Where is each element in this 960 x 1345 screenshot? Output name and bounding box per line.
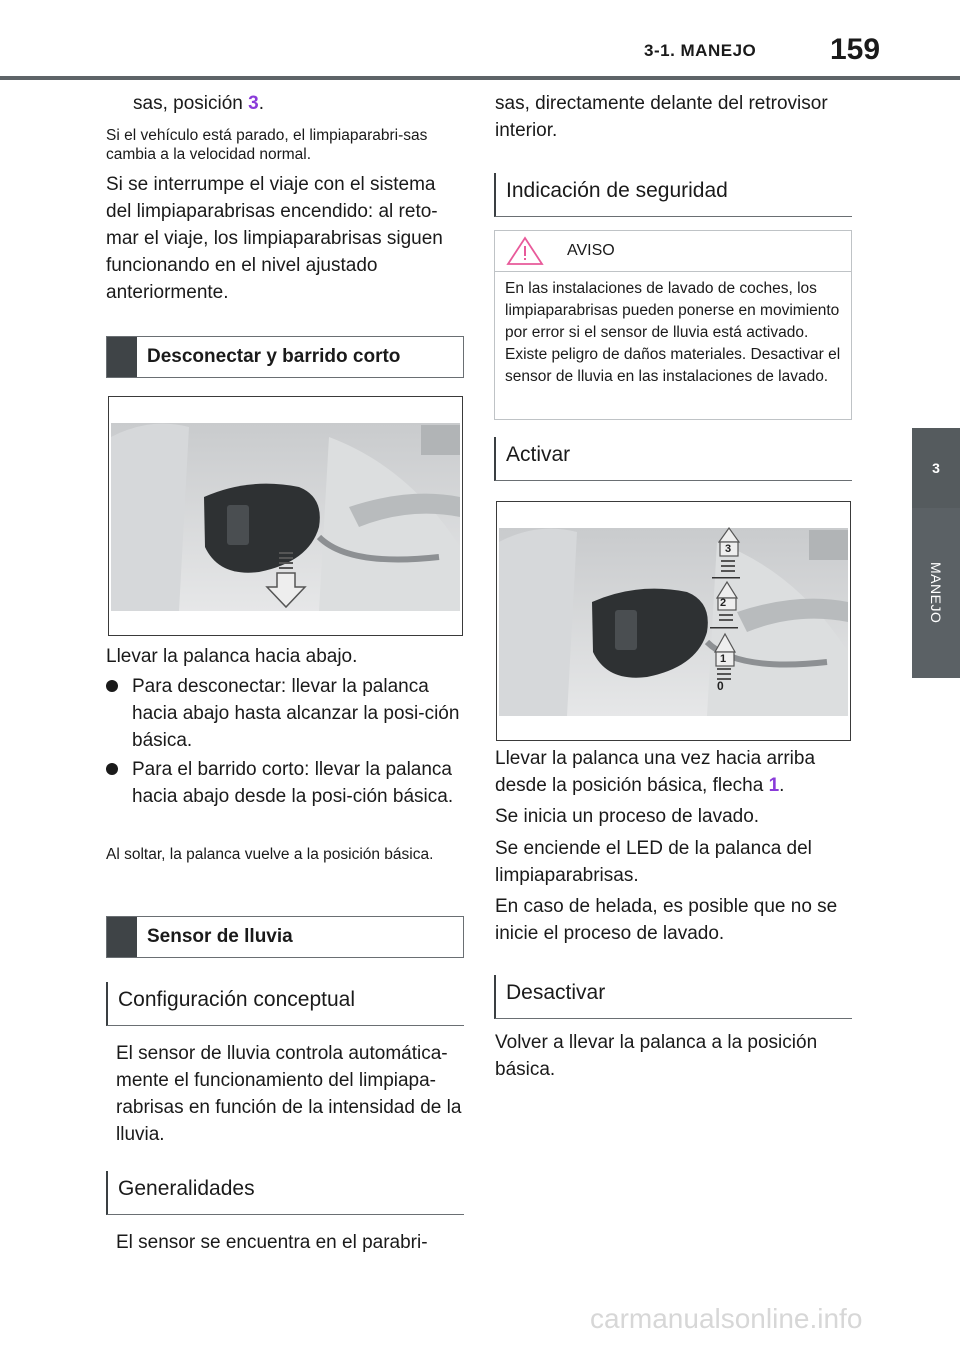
lever-positions-illustration <box>497 502 850 740</box>
section-rain-sensor: Sensor de lluvia <box>106 916 464 958</box>
bullet-icon <box>106 680 118 692</box>
fig1-caption: Llevar la palanca hacia abajo. <box>106 646 358 667</box>
para-wash-start: Se inicia un proceso de lavado. <box>495 806 760 827</box>
warning-text: En las instalaciones de lavado de coches, los limpiaparabrisas pueden ponerse en movimiento por error si el sensor de lluvia está activado. Existe peligro de daños materiales. Desactivar el sensor de lluvia en las instalaciones de lavado. <box>505 280 841 385</box>
bullet-short-wipe: Para el barrido corto: llevar la palanca hacia abajo desde la posi-ción básica. <box>106 756 462 810</box>
subsection-concept: Configuración conceptual <box>106 982 464 1026</box>
note-release: Al soltar, la palanca vuelve a la posición básica. <box>106 846 434 863</box>
figure-lever-down <box>108 396 463 636</box>
para-led: Se enciende el LED de la palanca del limpiaparabrisas. <box>495 838 812 886</box>
watermark: carmanualsonline.info <box>590 1303 863 1334</box>
para-deactivate: Volver a llevar la palanca a la posición básica. <box>495 1032 818 1080</box>
warning-triangle-icon <box>505 235 545 267</box>
para-windshield: sas, directamente delante del retrovisor interior. <box>495 93 828 141</box>
subsection-general: Generalidades <box>106 1171 464 1215</box>
para-frost: En caso de helada, es posible que no se inicie el proceso de lavado. <box>495 896 838 944</box>
subsection-activate: Activar <box>494 437 852 481</box>
intro-line: sas, posición 3. <box>133 93 264 114</box>
subsection-deactivate: Desactivar <box>494 975 852 1019</box>
header-rule <box>0 76 960 80</box>
note-stopped: Si el vehículo está parado, el limpiaparabri-sas cambia a la velocidad normal. <box>106 127 428 163</box>
position-label-2: 2 <box>720 597 727 609</box>
para-interrupt: Si se interrumpe el viaje con el sistema del limpiaparabrisas encendido: al reto-mar el viaje, los limpiaparabrisas siguen funcionando en el nivel ajustado anteriormente. <box>106 174 443 303</box>
warning-header <box>495 231 851 272</box>
position-label-3: 3 <box>725 543 732 555</box>
position-label-0: 0 <box>717 679 724 693</box>
section-bar <box>107 917 137 957</box>
section-disconnect: Desconectar y barrido corto <box>106 336 464 378</box>
section-bar <box>107 337 137 377</box>
figure-lever-up <box>496 501 851 741</box>
para-sensor-location: El sensor se encuentra en el parabri- <box>116 1232 428 1253</box>
bullet-disconnect: Para desconectar: llevar la palanca hacia abajo hasta alcanzar la posi-ción básica. <box>106 673 462 754</box>
bullet-icon <box>106 763 118 775</box>
position-label-1: 1 <box>720 653 727 665</box>
section-header: 3-1. MANEJO <box>644 41 757 60</box>
chapter-tab: 3 <box>912 428 960 508</box>
para-rain-sensor: El sensor de lluvia controla automática-mente el funcionamiento del limpiapa-rabrisas en función de la intensidad de la lluvia. <box>116 1043 462 1145</box>
para-lever-up: Llevar la palanca una vez hacia arriba desde la posición básica, flecha 1. <box>495 748 816 796</box>
chapter-label: MANEJO <box>928 562 944 624</box>
subsection-safety: Indicación de seguridad <box>494 173 852 217</box>
lever-illustration <box>109 397 462 635</box>
warning-box <box>494 230 852 420</box>
warning-title: AVISO <box>567 242 615 259</box>
page-number: 159 <box>830 33 881 66</box>
